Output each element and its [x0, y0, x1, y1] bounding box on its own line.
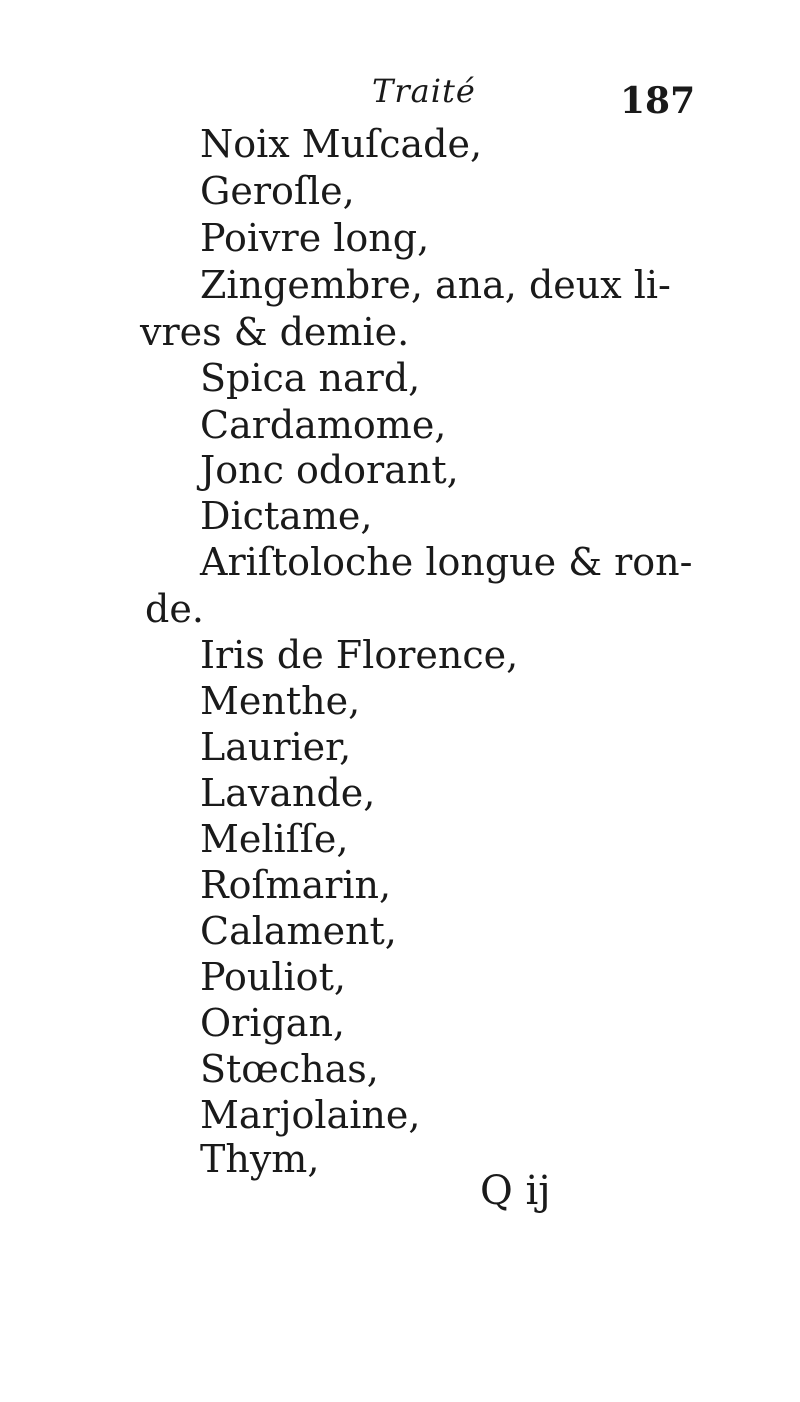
text-line: Zingembre, ana, deux li- [200, 263, 671, 307]
text-line: Dictame, [200, 494, 373, 538]
text-line: Stœchas, [200, 1047, 379, 1091]
text-line: Ariſtoloche longue & ron- [200, 540, 693, 584]
text-line: Laurier, [200, 725, 352, 769]
text-line: Origan, [200, 1001, 346, 1045]
text-line: Thym, [200, 1137, 320, 1181]
text-line: Marjolaine, [200, 1093, 421, 1137]
text-line: Noix Muſcade, [200, 122, 483, 166]
text-line: Calament, [200, 909, 397, 953]
text-line: Pouliot, [200, 955, 346, 999]
page-number: 187 [620, 80, 696, 122]
text-line: Roſmarin, [200, 863, 392, 907]
text-line: vres & demie. [140, 310, 410, 354]
text-line: Poivre long, [200, 216, 430, 260]
text-line: Menthe, [200, 679, 361, 723]
signature-mark: Q ij [480, 1168, 551, 1214]
text-line: Spica nard, [200, 356, 421, 400]
running-head: Traité [372, 72, 476, 110]
text-line: Meliſſe, [200, 817, 349, 861]
text-line: Lavande, [200, 771, 376, 815]
text-line: de. [145, 587, 204, 631]
text-line: Jonc odorant, [200, 448, 459, 492]
text-line: Iris de Florence, [200, 633, 519, 677]
text-line: Geroſle, [200, 169, 355, 213]
text-line: Cardamome, [200, 403, 447, 447]
